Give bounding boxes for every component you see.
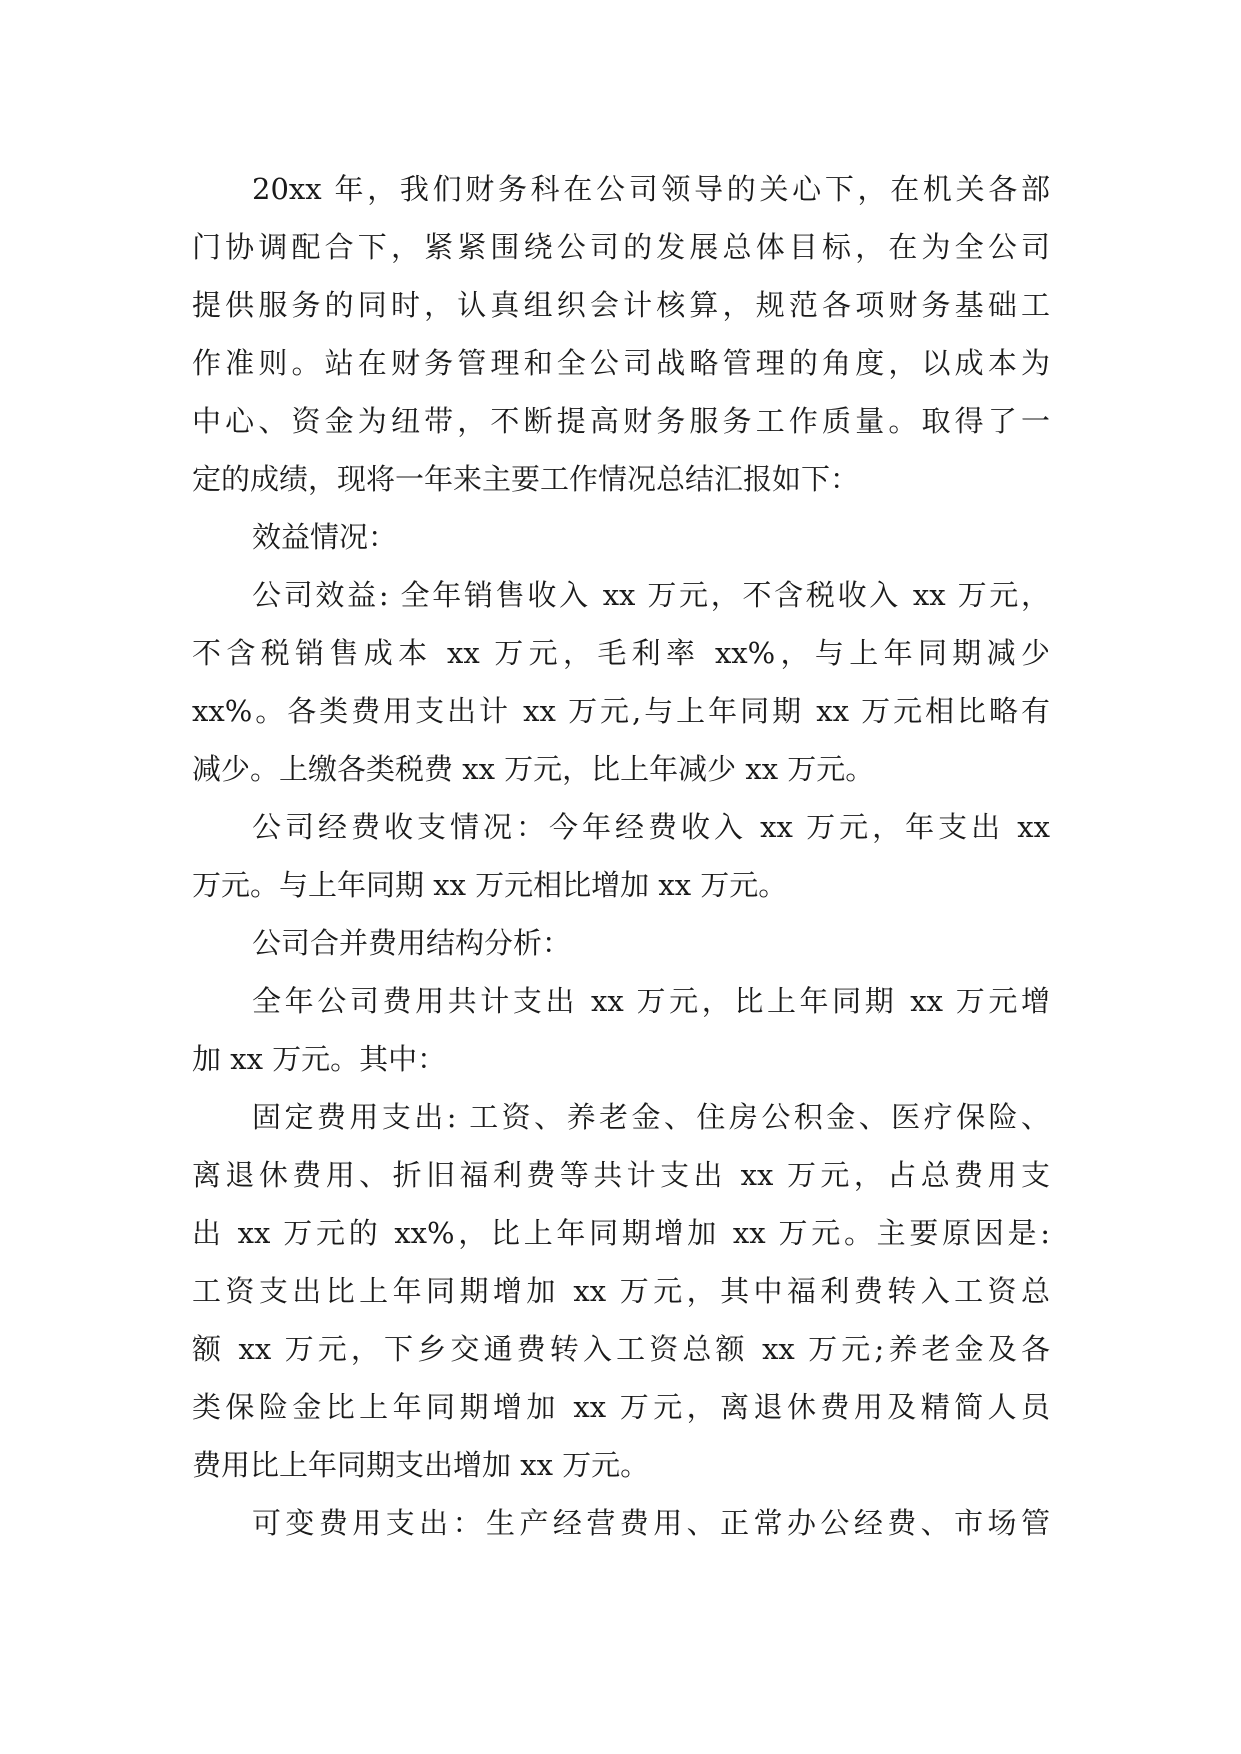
text-line: 出 xx 万元的 xx%，比上年同期增加 xx 万元。主要原因是: [192,1216,1050,1250]
text-line: 效益情况： [252,520,398,554]
text-line: 工资支出比上年同期增加 xx 万元，其中福利费转入工资总 [192,1274,1050,1308]
text-line: 全年公司费用共计支出 xx 万元，比上年同期 xx 万元增 [252,984,1050,1018]
text-line: 类保险金比上年同期增加 xx 万元，离退休费用及精简人员 [192,1390,1050,1424]
text-line: 费用比上年同期支出增加 xx 万元。 [192,1448,650,1482]
text-line: 中心、资金为纽带，不断提高财务服务工作质量。取得了一 [192,404,1050,438]
text-line: 公司合并费用结构分析： [252,926,572,960]
text-line: 万元。与上年同期 xx 万元相比增加 xx 万元。 [192,868,788,902]
text-line: 额 xx 万元，下乡交通费转入工资总额 xx 万元;养老金及各 [192,1332,1050,1366]
text-line: 作准则。站在财务管理和全公司战略管理的角度，以成本为 [192,346,1050,380]
text-line: 加 xx 万元。其中： [192,1042,447,1076]
text-line: 定的成绩，现将一年来主要工作情况总结汇报如下： [192,462,860,496]
paragraph-total-costs [192,972,1050,1088]
paragraph-intro [192,160,1050,508]
paragraph-fixed-costs [192,1088,1050,1494]
text-line: 离退休费用、折旧福利费等共计支出 xx 万元，占总费用支 [192,1158,1050,1192]
text-line: 不含税销售成本 xx 万元，毛利率 xx%，与上年同期减少 [192,636,1050,670]
section-heading-cost-structure [192,914,1050,972]
text-line: 20xx 年，我们财务科在公司领导的关心下，在机关各部 [252,172,1050,206]
text-line: 提供服务的同时，认真组织会计核算，规范各项财务基础工 [192,288,1050,322]
text-line: 公司效益: 全年销售收入 xx 万元，不含税收入 xx 万元， [252,578,1050,612]
text-line: 可变费用支出：生产经营费用、正常办公经费、市场管 [252,1506,1050,1540]
text-line: 门协调配合下，紧紧围绕公司的发展总体目标，在为全公司 [192,230,1050,264]
paragraph-funding [192,798,1050,914]
text-line: 固定费用支出: 工资、养老金、住房公积金、医疗保险、 [252,1100,1050,1134]
text-line: xx%。各类费用支出计 xx 万元,与上年同期 xx 万元相比略有 [192,694,1050,728]
text-line: 公司经费收支情况：今年经费收入 xx 万元，年支出 xx [252,810,1050,844]
document-body [192,160,1050,1552]
paragraph-company-benefits [192,566,1050,798]
paragraph-variable-costs [192,1494,1050,1552]
section-heading-benefits [192,508,1050,566]
text-line: 减少。上缴各类税费 xx 万元，比上年减少 xx 万元。 [192,752,875,786]
